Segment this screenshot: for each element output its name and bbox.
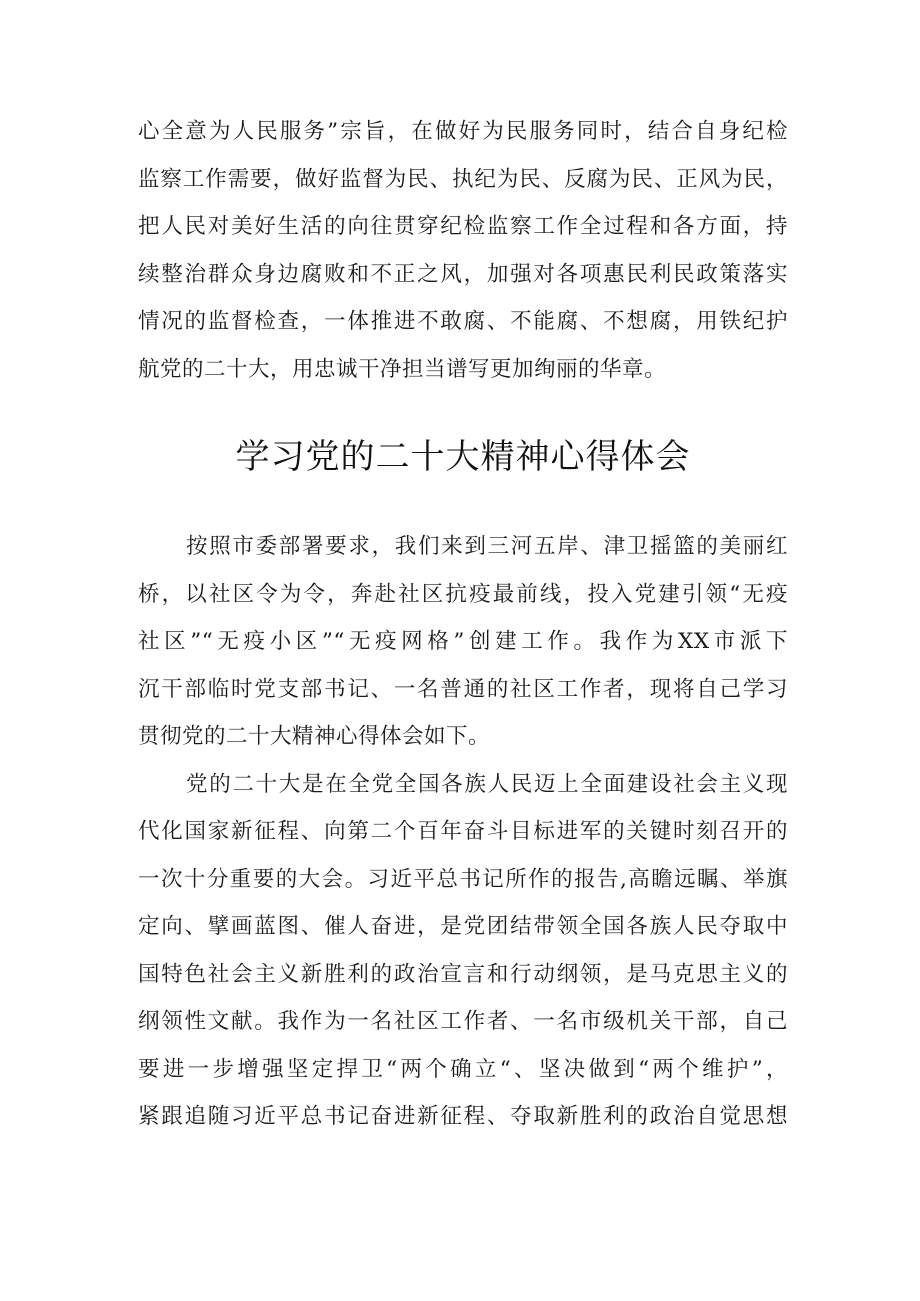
paragraph-2-line-2: 代化国家新征程、向第二个百年奋斗目标进军的关键时刻召开的 (138, 819, 788, 844)
intro-line-6: 航党的二十大，用忠诚干净担当谱写更加绚丽的华章。 (138, 356, 667, 382)
paragraph-1-line-3: 社区”“无疫小区”“无疫网格”创建工作。我作为XX市派下 (138, 629, 788, 654)
paragraph-1-line-1: 按照市委部署要求，我们来到三河五岸、津卫摇篮的美丽红 (186, 534, 788, 559)
paragraph-1 (138, 523, 788, 761)
paragraph-2-line-5: 国特色社会主义新胜利的政治宣言和行动纲领，是马克思主义的 (138, 961, 788, 987)
paragraph-1-line-4: 沉干部临时党支部书记、一名普通的社区工作者，现将自己学习 (138, 676, 788, 702)
paragraph-2-line-6: 纲领性文献。我作为一名社区工作者、一名市级机关干部，自己 (138, 1009, 788, 1034)
paragraph-2-line-1: 党的二十大是在全党全国各族人民迈上全面建设社会主义现 (186, 771, 788, 797)
paragraph-1-line-2: 桥，以社区令为令，奔赴社区抗疫最前线，投入党建引领“无疫 (138, 581, 788, 607)
intro-line-5: 情况的监督检查，一体推进不敢腐、不能腐、不想腐，用铁纪护 (138, 309, 788, 334)
section-title: 学习党的二十大精神心得体会 (235, 437, 691, 477)
paragraph-1-line-5: 贯彻党的二十大精神心得体会如下。 (138, 724, 491, 749)
paragraph-2-line-3: 一次十分重要的大会。习近平总书记所作的报告,高瞻远瞩、举旗 (138, 866, 788, 892)
intro-line-1: 心全意为人民服务”宗旨，在做好为民服务同时，结合自身纪检 (138, 119, 788, 144)
intro-paragraph (138, 108, 788, 393)
intro-line-2: 监察工作需要，做好监督为民、执纪为民、反腐为民、正风为民， (138, 166, 788, 192)
paragraph-2-line-8: 紧跟追随习近平总书记奋进新征程、夺取新胜利的政治自觉思想 (138, 1104, 788, 1129)
document-body (138, 108, 788, 1141)
intro-line-4: 续整治群众身边腐败和不正之风，加强对各项惠民利民政策落实 (138, 261, 788, 287)
paragraph-2 (138, 761, 788, 1141)
intro-line-3: 把人民对美好生活的向往贯穿纪检监察工作全过程和各方面，持 (138, 214, 788, 239)
paragraph-2-line-4: 定向、擘画蓝图、催人奋进，是党团结带领全国各族人民夺取中 (138, 914, 788, 939)
paragraph-2-line-7: 要进一步增强坚定捍卫“两个确立“、坚决做到“两个维护”， (138, 1056, 788, 1082)
